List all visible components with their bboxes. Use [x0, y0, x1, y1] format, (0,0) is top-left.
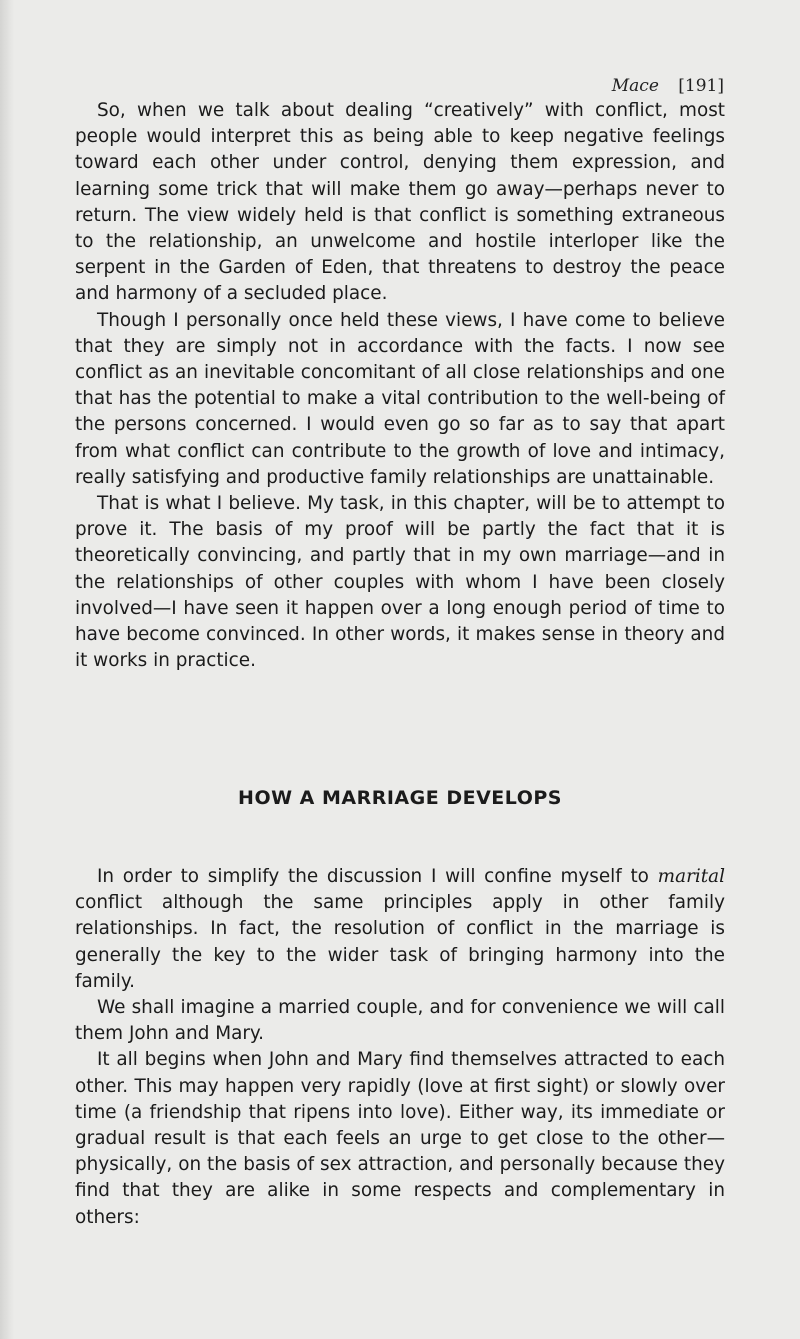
section-body-text — [75, 864, 725, 1231]
paragraph: It all begins when John and Mary find themselves attracted to each other. This may happen very rapidly (love at first sight) or slowly over time (a friendship that ripens into love). Either way, its immediate or gradual result is that each feels an urge to get close to the other—physically, on the basis of sex attraction, and personally because they find that they are alike in some respects and complementary in others: — [75, 1049, 725, 1228]
page-number: [191] — [678, 76, 724, 96]
running-head-author: Mace — [611, 76, 659, 96]
paragraph: Though I personally once held these views, I have come to believe that they are simply not in accordance with the facts. I now see conflict as an inevitable concomitant of all close relationships and one that has the potential to make a vital contribution to the well-being of the persons concerned. I would even go so far as to say that apart from what conflict can contribute to the growth of love and intimacy, really satisfying and productive family relationships are unattainable. — [75, 309, 725, 488]
page-gutter-shadow — [0, 0, 14, 1339]
section-heading: HOW A MARRIAGE DEVELOPS — [238, 787, 562, 809]
paragraph — [75, 864, 725, 995]
paragraph: So, when we talk about dealing “creatively” with conflict, most people would interpret this as being able to keep negative feelings toward each other under control, denying them expression, and learning some trick that will make them go away—perhaps never to return. The view widely held is that conflict is something extraneous to the relationship, an unwelcome and hostile interloper like the serpent in the Garden of Eden, that threatens to destroy the peace and harmony of a secluded place. — [75, 100, 725, 305]
emphasis-text: marital — [657, 866, 725, 887]
running-head — [612, 76, 724, 96]
body-text — [75, 98, 725, 674]
paragraph-text: In order to simplify the discussion I will confine myself to — [97, 866, 658, 887]
paragraph: We shall imagine a married couple, and for convenience we will call them John and Mary. — [75, 997, 725, 1045]
paragraph: That is what I believe. My task, in this chapter, will be to attempt to prove it. The basis of my proof will be partly the fact that it is theoretically convincing, and partly that in my own marriage—and in the relationships of other couples with whom I have been closely involved—I have seen it happen over a long enough period of time to have become convinced. In other words, it makes sense in theory and it works in practice. — [75, 493, 725, 672]
paragraph-text: conflict although the same principles apply in other family relationships. In fact, the resolution of conflict in the marriage is generally the key to the wider task of bringing harmony into the family. — [75, 892, 725, 992]
